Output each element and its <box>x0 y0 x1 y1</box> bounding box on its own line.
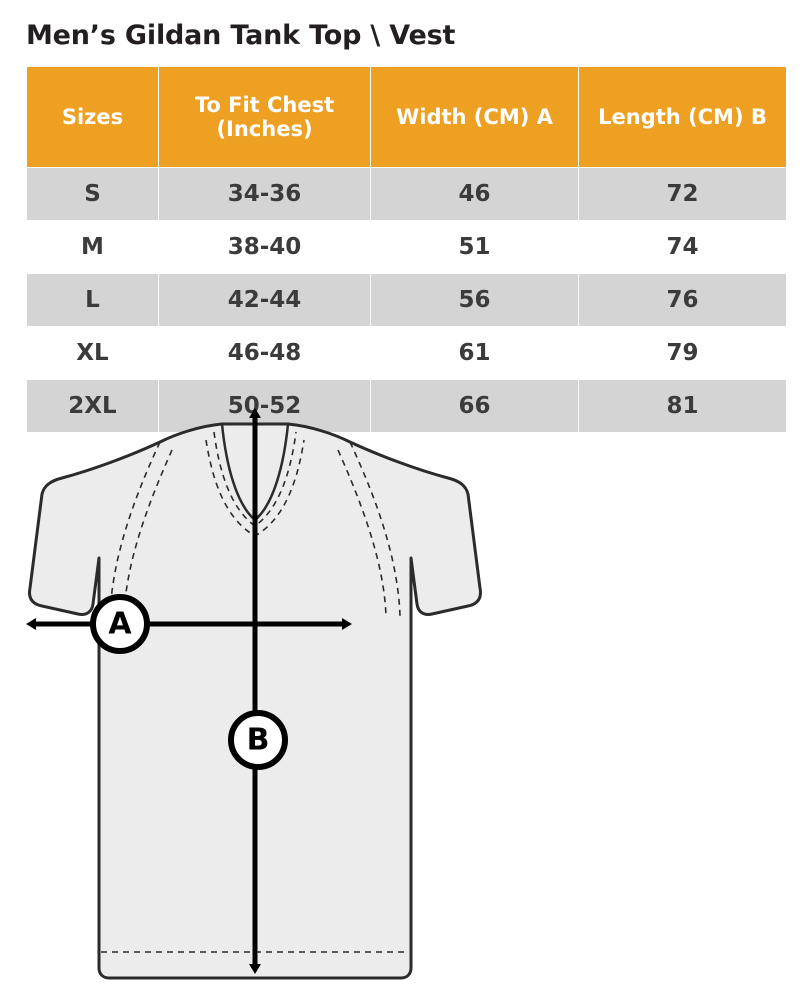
cell-length: 72 <box>579 168 787 221</box>
table-row <box>27 221 787 274</box>
cell-chest: 50-52 <box>159 380 371 433</box>
size-chart-table <box>26 66 787 433</box>
cell-width: 66 <box>371 380 579 433</box>
cell-chest: 46-48 <box>159 327 371 380</box>
marker-a-badge <box>93 597 147 651</box>
table-header-row <box>27 67 787 168</box>
garment-diagram <box>0 408 812 1000</box>
cell-width: 46 <box>371 168 579 221</box>
column-header-chest: To Fit Chest (Inches) <box>159 67 371 168</box>
cell-length: 81 <box>579 380 787 433</box>
cell-size: XL <box>27 327 159 380</box>
marker-b-label: B <box>246 722 270 758</box>
table-row <box>27 274 787 327</box>
cell-width: 61 <box>371 327 579 380</box>
column-header-width: Width (CM) A <box>371 67 579 168</box>
marker-a-label: A <box>108 606 132 642</box>
cell-length: 79 <box>579 327 787 380</box>
cell-length: 76 <box>579 274 787 327</box>
cell-chest: 38-40 <box>159 221 371 274</box>
table-header <box>27 67 787 168</box>
cell-size: 2XL <box>27 380 159 433</box>
table-row <box>27 327 787 380</box>
cell-length: 74 <box>579 221 787 274</box>
cell-chest: 34-36 <box>159 168 371 221</box>
marker-b-badge <box>231 713 285 767</box>
cell-chest: 42-44 <box>159 274 371 327</box>
cell-size: S <box>27 168 159 221</box>
cell-width: 51 <box>371 221 579 274</box>
table-row <box>27 168 787 221</box>
column-header-sizes: Sizes <box>27 67 159 168</box>
cell-size: M <box>27 221 159 274</box>
column-header-length: Length (CM) B <box>579 67 787 168</box>
cell-size: L <box>27 274 159 327</box>
page-title: Men’s Gildan Tank Top \ Vest <box>26 20 456 51</box>
table-body <box>27 168 787 433</box>
cell-width: 56 <box>371 274 579 327</box>
